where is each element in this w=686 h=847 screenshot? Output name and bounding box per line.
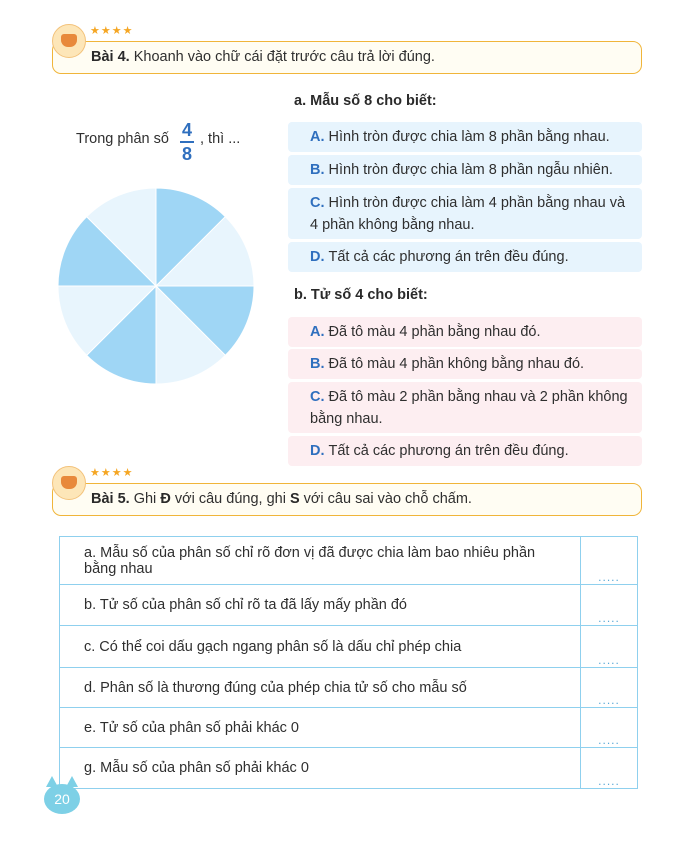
answer-blank[interactable]: ..... xyxy=(581,537,638,585)
option-b-D[interactable] xyxy=(288,436,642,466)
option-text: Tất cả các phương án trên đều đúng. xyxy=(328,249,569,265)
page-number: 20 xyxy=(44,784,80,814)
option-text: Đã tô màu 4 phần không bằng nhau đó. xyxy=(328,356,585,372)
difficulty-stars: ★★★★ xyxy=(90,25,134,37)
fraction-4-8 xyxy=(180,120,194,164)
exercise-5-label: Bài 5. xyxy=(91,491,130,507)
exercise-4-text: Khoanh vào chữ cái đặt trước câu trả lời đúng. xyxy=(133,49,435,65)
fraction-numerator: 4 xyxy=(181,120,192,140)
option-text: Hình tròn được chia làm 8 phần ngẫu nhiên. xyxy=(328,162,613,178)
option-letter: D. xyxy=(310,443,325,459)
option-letter: B. xyxy=(310,162,325,178)
table-row xyxy=(60,626,638,668)
instruction-part: với câu đúng, ghi xyxy=(174,491,286,507)
statement-text: e. Tử số của phân số phải khác 0 xyxy=(60,708,581,748)
statement-text: b. Tử số của phân số chỉ rõ ta đã lấy mấy phần đó xyxy=(60,585,581,626)
statements-table xyxy=(59,536,638,789)
statement-text: a. Mẫu số của phân số chỉ rõ đơn vị đã được chia làm bao nhiêu phần bằng nhau xyxy=(60,537,581,585)
answer-blank[interactable]: ..... xyxy=(581,668,638,708)
vase-icon xyxy=(52,466,86,500)
option-letter: C. xyxy=(310,389,325,405)
fraction-prefix: Trong phân số xyxy=(76,131,169,147)
table-row xyxy=(60,748,638,789)
option-b-A[interactable] xyxy=(288,317,642,347)
option-b-C[interactable] xyxy=(288,382,642,433)
table-row xyxy=(60,585,638,626)
answer-blank[interactable]: ..... xyxy=(581,585,638,626)
exercise-4-label: Bài 4. xyxy=(91,49,130,65)
fraction-prompt xyxy=(76,131,169,147)
mark-false: S xyxy=(289,491,300,507)
option-a-C[interactable] xyxy=(288,188,642,239)
option-text: Hình tròn được chia làm 4 phần bằng nhau và 4 phần không bằng nhau. xyxy=(310,195,626,233)
exercise-5-instruction xyxy=(91,484,472,514)
option-text: Đã tô màu 4 phần bằng nhau đó. xyxy=(328,324,541,340)
option-a-B[interactable] xyxy=(288,155,642,185)
statement-text: g. Mẫu số của phân số phải khác 0 xyxy=(60,748,581,789)
table-row xyxy=(60,537,638,585)
option-a-D[interactable] xyxy=(288,242,642,272)
option-letter: C. xyxy=(310,195,325,211)
table-row xyxy=(60,668,638,708)
exercise-5-banner xyxy=(52,483,642,516)
fraction-denominator: 8 xyxy=(181,144,192,164)
question-b-title: b. Tử số 4 cho biết: xyxy=(294,287,428,303)
answer-blank[interactable]: ..... xyxy=(581,708,638,748)
answer-blank[interactable]: ..... xyxy=(581,748,638,789)
fraction-suffix: , thì ... xyxy=(200,131,241,147)
option-letter: D. xyxy=(310,249,325,265)
option-a-A[interactable] xyxy=(288,122,642,152)
option-text: Hình tròn được chia làm 8 phần bằng nhau. xyxy=(328,129,610,145)
option-b-B[interactable] xyxy=(288,349,642,379)
instruction-part: Ghi xyxy=(133,491,157,507)
difficulty-stars: ★★★★ xyxy=(90,467,134,479)
instruction-part: với câu sai vào chỗ chấm. xyxy=(303,491,472,507)
option-letter: A. xyxy=(310,129,325,145)
exercise-4-instruction xyxy=(91,42,435,72)
option-letter: B. xyxy=(310,356,325,372)
option-text: Tất cả các phương án trên đều đúng. xyxy=(328,443,569,459)
answer-blank[interactable]: ..... xyxy=(581,626,638,668)
statement-text: c. Có thể coi dấu gạch ngang phân số là dấu chỉ phép chia xyxy=(60,626,581,668)
pie-circle xyxy=(56,186,256,386)
fraction-bar xyxy=(180,141,194,143)
vase-icon xyxy=(52,24,86,58)
table-row xyxy=(60,708,638,748)
option-text: Đã tô màu 2 phần bằng nhau và 2 phần không bằng nhau. xyxy=(310,389,628,427)
exercise-4-banner xyxy=(52,41,642,74)
option-letter: A. xyxy=(310,324,325,340)
statement-text: d. Phân số là thương đúng của phép chia tử số cho mẫu số xyxy=(60,668,581,708)
mark-true: Đ xyxy=(160,491,171,507)
question-a-title: a. Mẫu số 8 cho biết: xyxy=(294,93,437,109)
